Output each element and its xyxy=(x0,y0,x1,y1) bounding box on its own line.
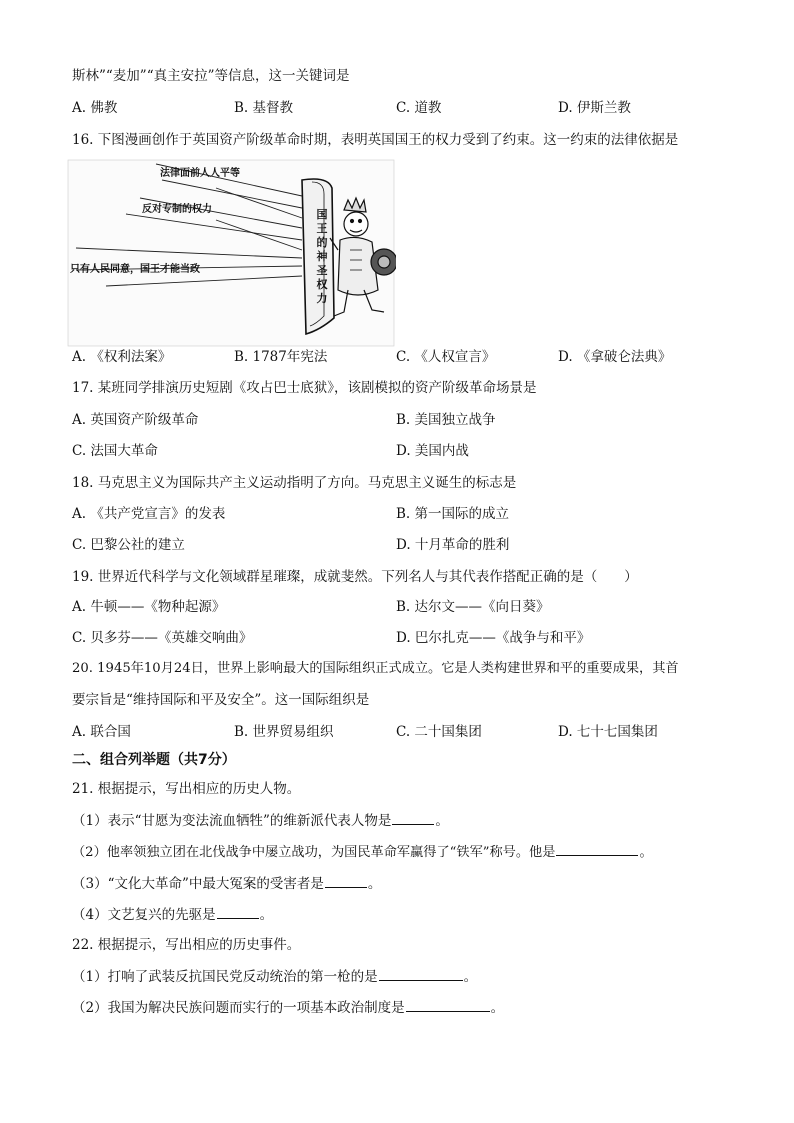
q18-option-d: D. 十月革命的胜利 xyxy=(396,537,510,553)
shield-char-2: 王 xyxy=(316,222,328,235)
q17-option-b: B. 美国独立战争 xyxy=(396,412,496,428)
q16-stem: 16. 下图漫画创作于英国资产阶级革命时期，表明英国国王的权力受到了约束。这一约束的法律依据是 xyxy=(72,132,679,148)
q21-item-1: （1）表示“甘愿为变法流血牺牲”的维新派代表人物是 。 xyxy=(72,810,449,831)
q16-option-a: A. 《权利法案》 xyxy=(72,349,172,365)
q21-item-3: （3）“文化大革命”中最大冤案的受害者是 。 xyxy=(72,873,381,894)
q21-item-2: （2）他率领独立团在北伐战争中屡立战功，为国民革命军赢得了“铁军”称号。他是 。 xyxy=(72,841,653,863)
shield-char-5: 圣 xyxy=(316,264,328,277)
shield-char-4: 神 xyxy=(316,250,328,263)
q17-stem: 17. 某班同学排演历史短剧《攻占巴士底狱》，该剧模拟的资产阶级革命场景是 xyxy=(72,380,537,396)
q18-stem: 18. 马克思主义为国际共产主义运动指明了方向。马克思主义诞生的标志是 xyxy=(72,475,517,491)
q17-option-c: C. 法国大革命 xyxy=(72,443,158,459)
q16-option-c: C. 《人权宣言》 xyxy=(396,349,496,365)
answer-blank[interactable] xyxy=(392,810,434,825)
cartoon-label-2: 反对专制的权力 xyxy=(142,204,212,215)
answer-blank[interactable] xyxy=(325,873,367,888)
q22-item-1: （1）打响了武装反抗国民党反动统治的第一枪的是 。 xyxy=(72,966,477,987)
q16-option-d: D. 《拿破仑法典》 xyxy=(558,349,672,365)
answer-blank[interactable] xyxy=(217,904,259,919)
q16-cartoon-image xyxy=(66,158,396,348)
q20-stem-line1: 20. 1945年10月24日，世界上影响最大的国际组织正式成立。它是人类构建世界和平的重要成果，其首 xyxy=(72,661,679,676)
shield-char-1: 国 xyxy=(316,208,328,221)
shield-char-7: 力 xyxy=(316,292,328,305)
q19-option-c: C. 贝多芬——《英雄交响曲》 xyxy=(72,630,253,646)
answer-blank[interactable] xyxy=(379,966,463,981)
q15-option-c: C. 道教 xyxy=(396,100,442,116)
q19-option-b: B. 达尔文——《向日葵》 xyxy=(396,599,550,615)
q17-option-d: D. 美国内战 xyxy=(396,443,469,459)
q22-item-2: （2）我国为解决民族问题而实行的一项基本政治制度是 。 xyxy=(72,997,504,1018)
q15-stem-tail: 斯林”“麦加”“真主安拉”等信息，这一关键词是 xyxy=(72,68,350,84)
cartoon-label-3: 只有人民同意，国王才能当政 xyxy=(70,264,200,275)
shield-char-3: 的 xyxy=(316,236,328,249)
q19-stem: 19. 世界近代科学与文化领域群星璀璨，成就斐然。下列名人与其代表作搭配正确的是（ ） xyxy=(72,569,638,585)
q16-option-b: B. 1787年宪法 xyxy=(234,349,328,365)
q15-option-d: D. 伊斯兰教 xyxy=(558,100,631,116)
q20-option-d: D. 七十七国集团 xyxy=(558,724,658,740)
section-2-title: 二、组合列举题（共7分） xyxy=(72,752,236,768)
q19-option-d: D. 巴尔扎克——《战争与和平》 xyxy=(396,630,591,646)
q21-item-4: （4）文艺复兴的先驱是 。 xyxy=(72,904,273,925)
q15-option-b: B. 基督教 xyxy=(234,100,294,116)
cartoon-label-1: 法律面前人人平等 xyxy=(160,168,240,179)
q18-option-b: B. 第一国际的成立 xyxy=(396,506,510,522)
shield-char-6: 权 xyxy=(316,278,328,291)
answer-blank[interactable] xyxy=(406,997,490,1012)
q19-option-a: A. 牛顿——《物种起源》 xyxy=(72,599,226,615)
q15-option-a: A. 佛教 xyxy=(72,100,118,116)
q20-stem-line2: 要宗旨是“维持国际和平及安全”。这一国际组织是 xyxy=(72,692,370,708)
q17-option-a: A. 英国资产阶级革命 xyxy=(72,412,199,428)
q18-option-c: C. 巴黎公社的建立 xyxy=(72,537,185,553)
q20-option-a: A. 联合国 xyxy=(72,724,131,740)
q20-option-b: B. 世界贸易组织 xyxy=(234,724,334,740)
q21-stem: 21. 根据提示，写出相应的历史人物。 xyxy=(72,781,301,797)
q22-stem: 22. 根据提示，写出相应的历史事件。 xyxy=(72,937,301,953)
answer-blank[interactable] xyxy=(556,841,638,856)
q20-option-c: C. 二十国集团 xyxy=(396,724,482,740)
q18-option-a: A. 《共产党宣言》的发表 xyxy=(72,506,226,522)
